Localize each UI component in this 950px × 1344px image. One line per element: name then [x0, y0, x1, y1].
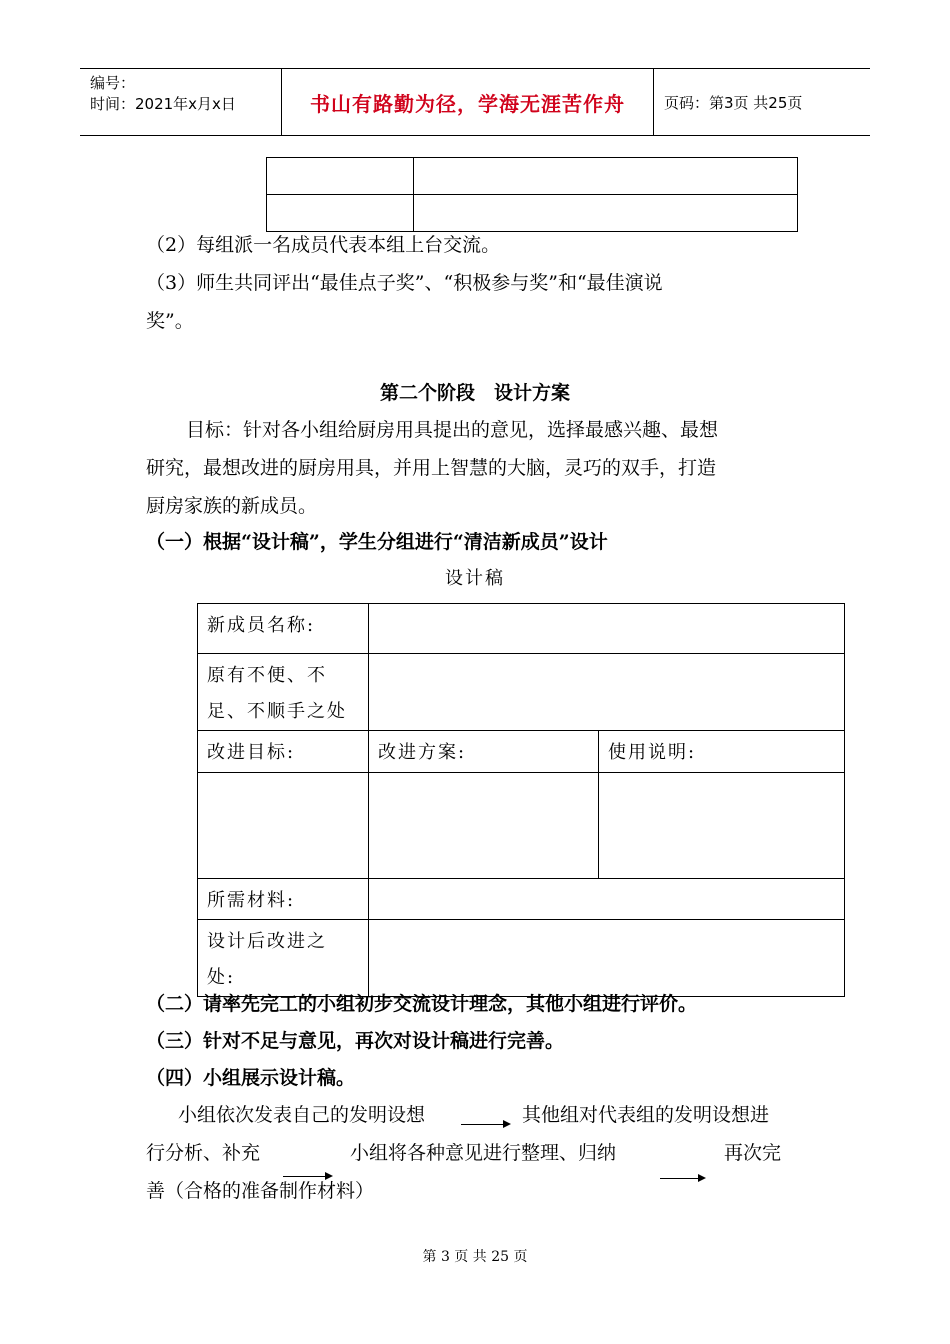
improve-plan-cell: 改进方案:: [369, 731, 599, 773]
table-row: [198, 773, 845, 879]
flow-step-a: 小组依次发表自己的发明设想: [178, 1104, 426, 1126]
header-motto: 书山有路勤为径，学海无涯苦作舟: [282, 69, 654, 135]
flow-step-c: 行分析、补充: [146, 1142, 261, 1164]
after-label-line1: 设计后改进之: [207, 931, 327, 952]
design-table: [197, 603, 845, 997]
step-3-line1: （3）师生共同评出“最佳点子奖”、“积极参与奖”和“最佳演说: [146, 272, 663, 294]
section-2-heading: （二）请率先完工的小组初步交流设计理念，其他小组进行评价。: [146, 993, 698, 1015]
top-table: [266, 157, 798, 232]
flow-step-e: 再次完: [724, 1142, 782, 1164]
section-3-heading: （三）针对不足与意见，再次对设计稿进行完善。: [146, 1030, 565, 1052]
table-cell: [267, 158, 414, 195]
issues-label-line1: 原有不便、不: [207, 665, 327, 686]
table-row: [198, 879, 845, 920]
flow-arrow-icon: [660, 1178, 704, 1179]
goal-line3: 厨房家族的新成员。: [146, 495, 318, 517]
header-meta: [80, 69, 282, 135]
flow-arrow-icon: [461, 1124, 509, 1125]
table-cell: [599, 773, 845, 879]
issues-label-cell: [198, 654, 369, 731]
flow-step-b: 其他组对代表组的发明设想进: [522, 1104, 770, 1126]
table-cell: [369, 654, 845, 731]
usage-cell: 使用说明:: [599, 731, 845, 773]
page-header: [80, 68, 870, 136]
goal-line2: 研究，最想改进的厨房用具，并用上智慧的大脑，灵巧的双手，打造: [146, 457, 717, 479]
table-row: [198, 604, 845, 654]
section-1-heading: （一）根据“设计稿”，学生分组进行“清洁新成员”设计: [146, 531, 608, 553]
flow-step-d: 小组将各种意见进行整理、归纳: [350, 1142, 617, 1164]
stage-title: 第二个阶段 设计方案: [379, 382, 570, 404]
number-label: 编号：: [90, 74, 136, 92]
issues-label-line2: 足、不顺手之处: [207, 701, 347, 722]
table-cell: [198, 773, 369, 879]
page-footer: 第 3 页 共 25 页: [422, 1249, 528, 1265]
after-label-line2: 处:: [207, 967, 236, 988]
flow-step-f: 善（合格的准备制作材料）: [146, 1180, 375, 1202]
design-title: 设计稿: [445, 568, 505, 589]
step-3-line2: 奖”。: [146, 310, 194, 332]
table-cell: [369, 879, 845, 920]
table-cell: [414, 158, 798, 195]
step-2: （2）每组派一名成员代表本组上台交流。: [146, 234, 501, 256]
improve-goal-cell: 改进目标:: [198, 731, 369, 773]
table-cell: [369, 773, 599, 879]
table-row: [267, 158, 798, 195]
table-row: [198, 731, 845, 773]
table-row: [198, 654, 845, 731]
materials-cell: 所需材料:: [198, 879, 369, 920]
header-page-label: 页码：第3页 共25页: [664, 93, 803, 112]
time-label: 时间：2021年x月x日: [90, 95, 236, 113]
section-4-heading: （四）小组展示设计稿。: [146, 1067, 356, 1089]
table-cell: [369, 604, 845, 654]
name-label-cell: 新成员名称:: [198, 604, 369, 654]
goal-line1: 目标：针对各小组给厨房用具提出的意见，选择最感兴趣、最想: [186, 419, 719, 441]
